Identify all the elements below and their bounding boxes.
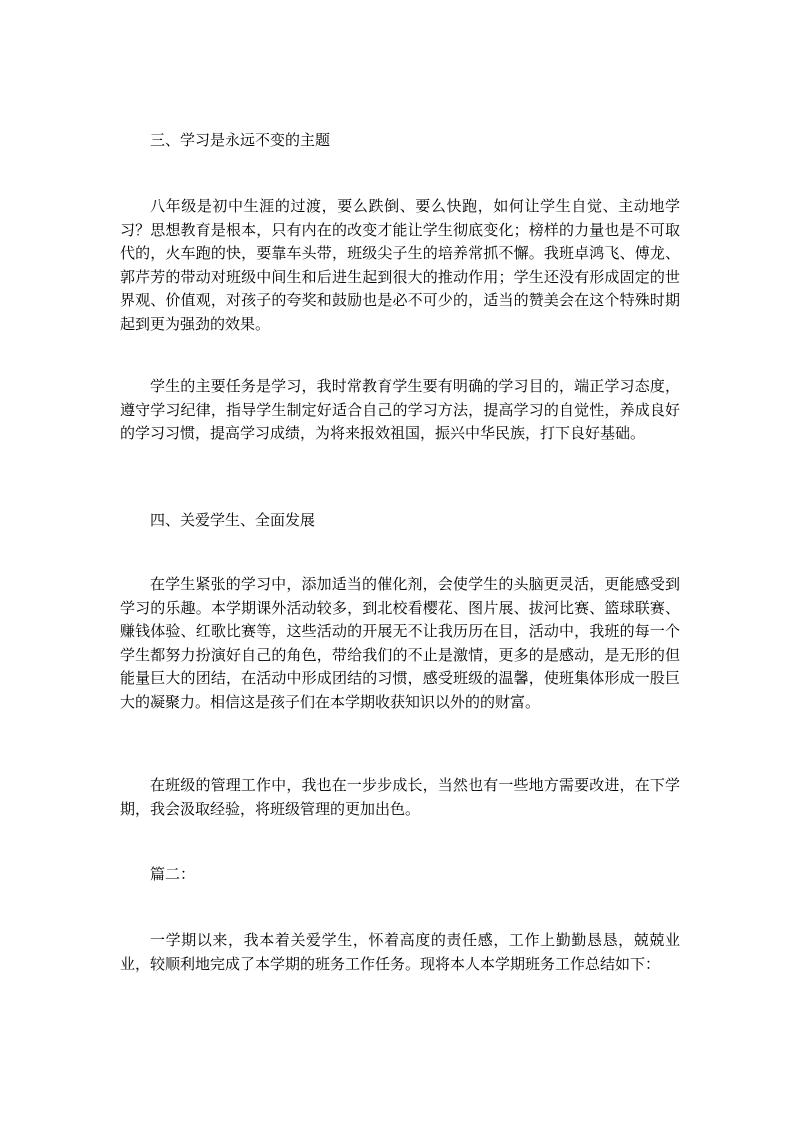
paragraph-summary-intro: 一学期以来，我本着关爱学生，怀着高度的责任感，工作上勤勤恳恳，兢兢业业，较顺利地完成了本学期的班务工作任务。现将本人本学期班务工作总结如下：	[120, 931, 680, 973]
section-heading-4: 四、关爱学生、全面发展	[150, 511, 316, 529]
section-heading-3: 三、学习是永远不变的主题	[150, 131, 331, 149]
paragraph-activities: 在学生紧张的学习中，添加适当的催化剂，会使学生的头脑更灵活，更能感受到学习的乐趣。本学期课外活动较多，到北校看樱花、图片展、拔河比赛、篮球联赛、赚钱体验、红歌比赛等，这些活动的开展无不让我历历在目，活动中，我班的每一个学生都努力扮演好自己的角色，带给我们的不止是激情，更多的是感动，是无形的但能量巨大的团结，在活动中形成团结的习惯，感受班级的温馨，使班集体形成一股巨大的凝聚力。相信这是孩子们在本学期收获知识以外的的财富。	[120, 575, 680, 711]
paragraph-management: 在班级的管理工作中，我也在一步步成长，当然也有一些地方需要改进，在下学期，我会汲取经验，将班级管理的更加出色。	[120, 776, 680, 818]
section-heading-part2: 篇二：	[150, 865, 196, 883]
paragraph-study-task: 学生的主要任务是学习，我时常教育学生要有明确的学习目的，端正学习态度，遵守学习纪律，指导学生制定好适合自己的学习方法，提高学习的自觉性，养成良好的学习习惯，提高学习成绩，为将来报效祖国，振兴中华民族，打下良好基础。	[120, 377, 680, 442]
paragraph-study-transition: 八年级是初中生涯的过渡，要么跌倒、要么快跑，如何让学生自觉、主动地学习？思想教育是根本，只有内在的改变才能让学生彻底变化；榜样的力量也是不可取代的，火车跑的快，要靠车头带，班级尖子生的培养常抓不懈。我班卓鸿飞、傅龙、郭芹芳的带动对班级中间生和后进生起到很大的推动作用；学生还没有形成固定的世界观、价值观，对孩子的夸奖和鼓励也是必不可少的，适当的赞美会在这个特殊时期起到更为强劲的效果。	[120, 197, 680, 333]
